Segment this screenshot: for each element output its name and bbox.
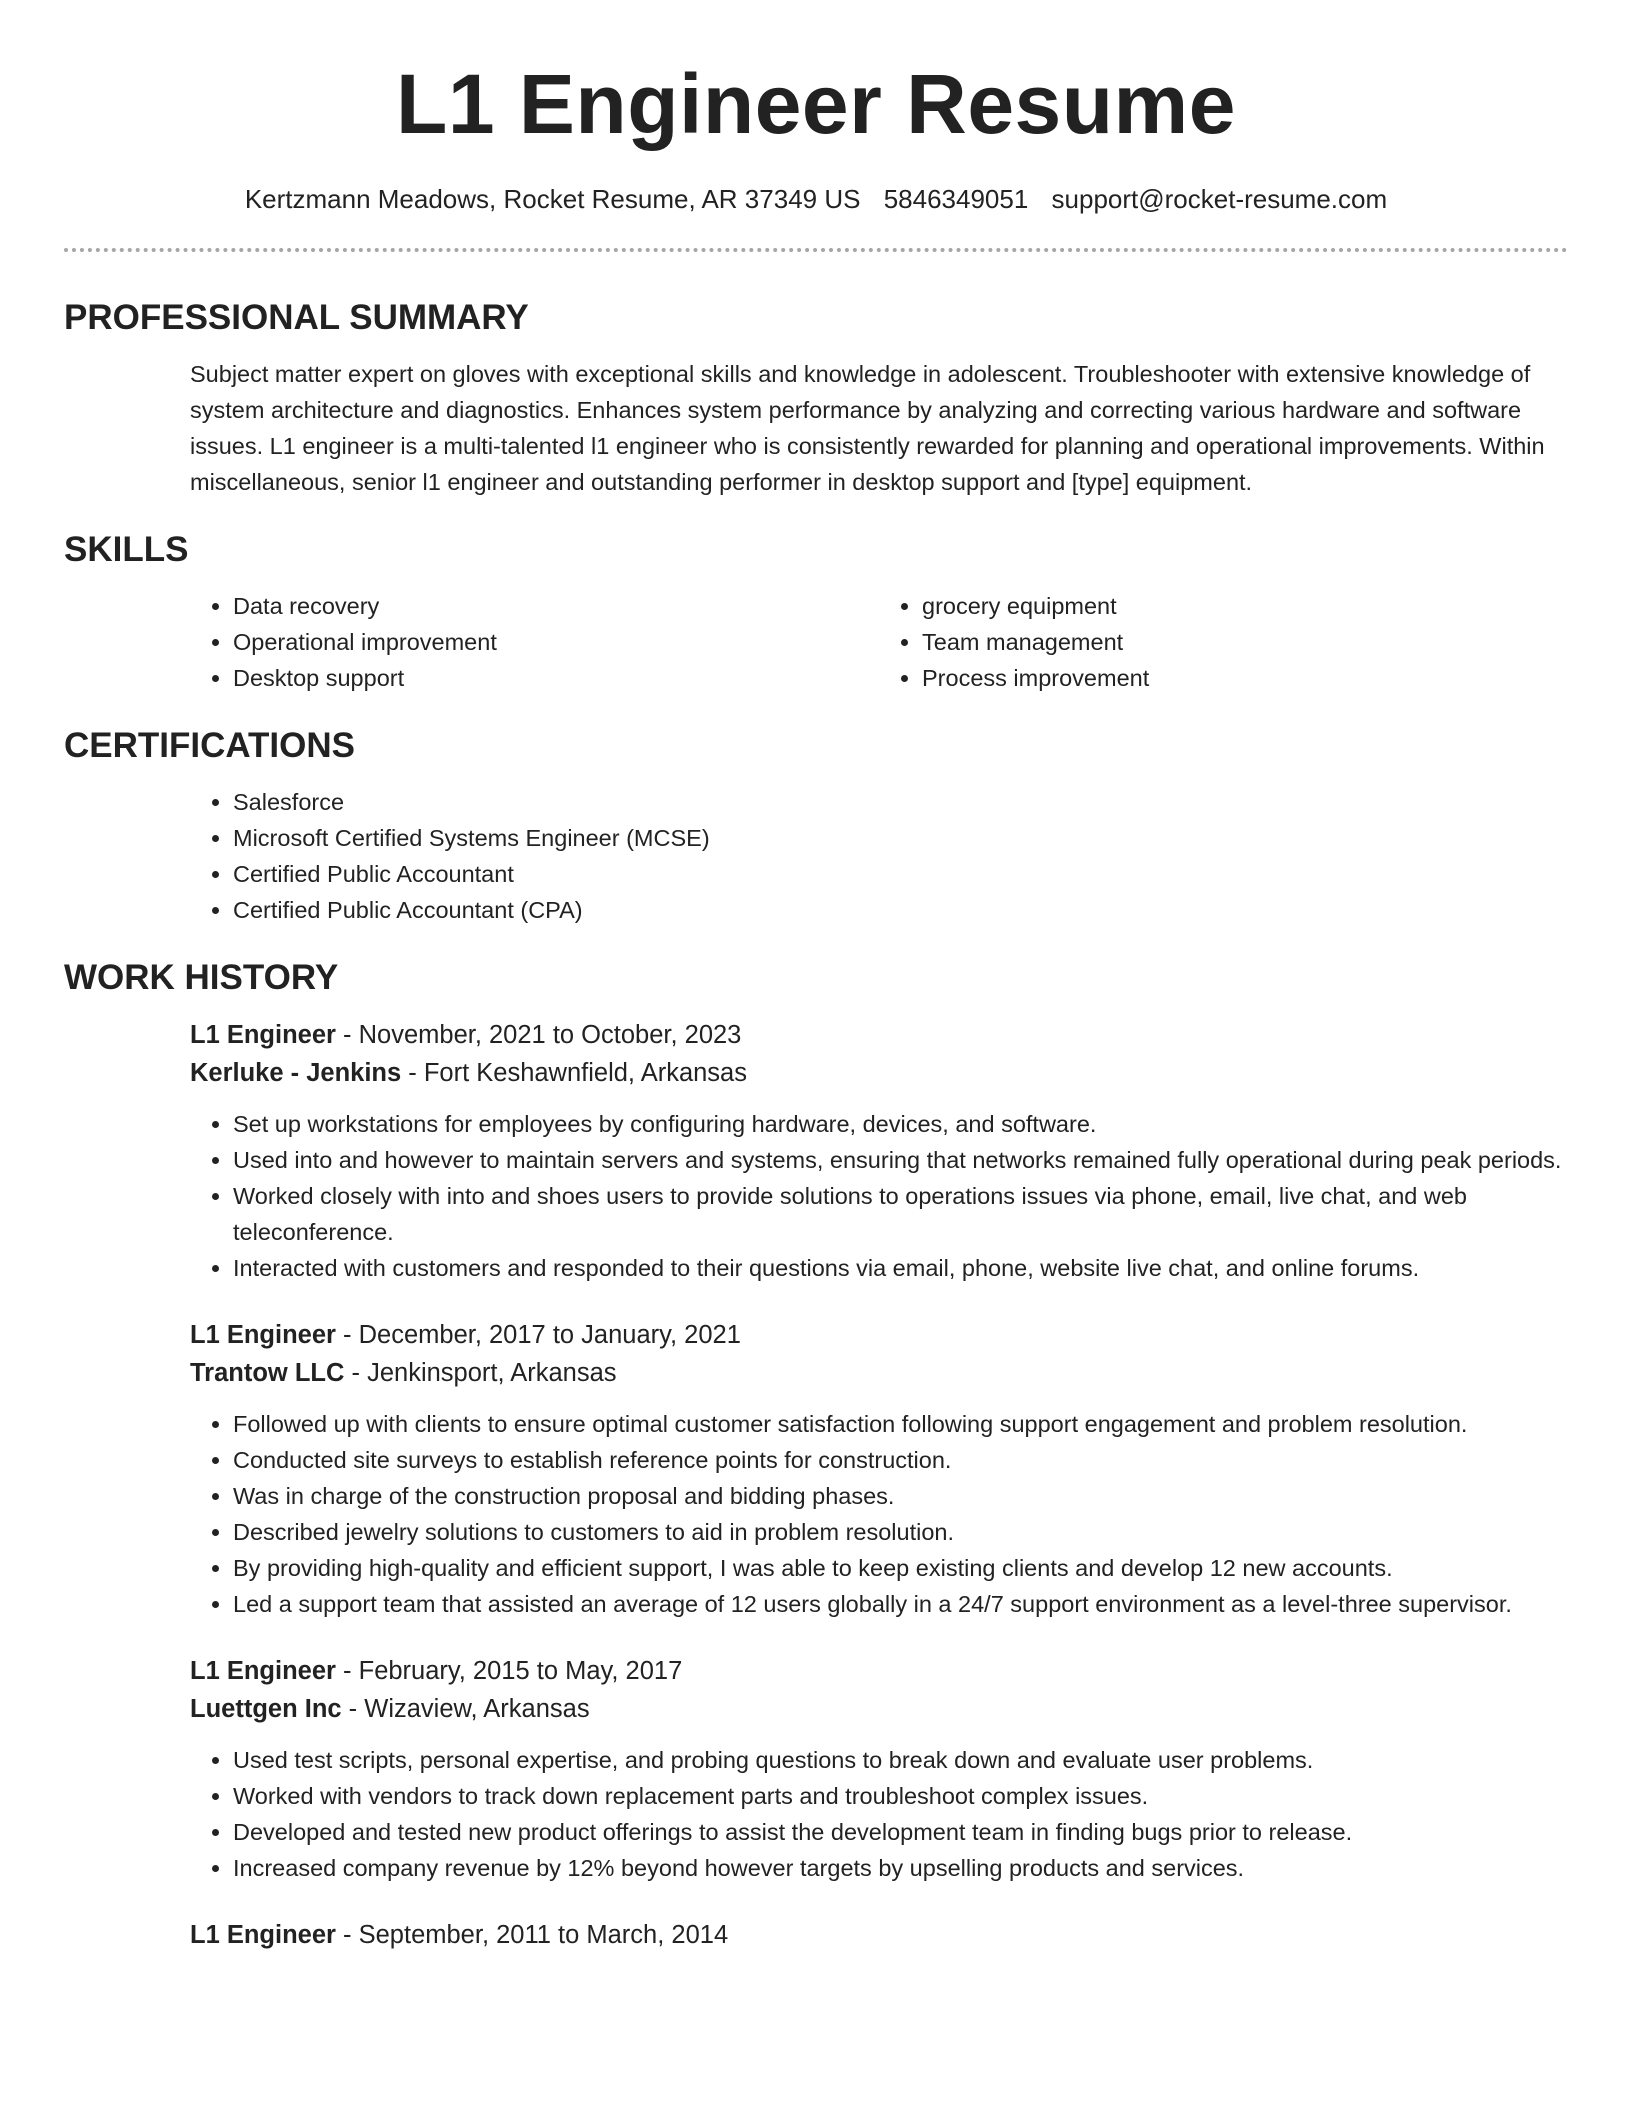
certification-item: • Salesforce xyxy=(233,784,1568,820)
skills-column-left xyxy=(190,588,879,696)
job-bullet: • Developed and tested new product offerings to assist the development team in finding bugs prior to release. xyxy=(233,1814,1568,1850)
job-dates: - November, 2021 to October, 2023 xyxy=(335,1021,742,1049)
job-bullet: • Worked closely with into and shoes users to provide solutions to operations issues via phone, email, live chat, and web teleconference. xyxy=(233,1178,1568,1250)
contact-address: Kertzmann Meadows, Rocket Resume, AR 37349 US xyxy=(244,184,861,214)
job-role: L1 Engineer xyxy=(190,1657,336,1685)
job-bullets xyxy=(190,1406,1568,1622)
certifications-section xyxy=(190,784,1568,928)
contact-email: support@rocket-resume.com xyxy=(1051,184,1388,214)
certification-item: • Certified Public Accountant xyxy=(233,856,1568,892)
certification-item: • Microsoft Certified Systems Engineer (MCSE) xyxy=(233,820,1568,856)
contact-line xyxy=(64,182,1568,216)
job-bullets xyxy=(190,1106,1568,1286)
job-location: - Wizaview, Arkansas xyxy=(341,1695,590,1723)
job-bullet: • Increased company revenue by 12% beyond however targets by upselling products and services. xyxy=(233,1850,1568,1886)
job-bullet: • Set up workstations for employees by configuring hardware, devices, and software. xyxy=(233,1106,1568,1142)
job-company-line xyxy=(190,1690,1568,1728)
skills-column-right xyxy=(879,588,1568,696)
summary-text: Subject matter expert on gloves with exceptional skills and knowledge in adolescent. Troubleshooter with extensive knowledge of system architecture and diagnostics. Enhances system performance by analyzing and correcting various hardware and software issues. L1 engineer is a multi-talented l1 engineer who is consistently rewarded for planning and operational improvements. Within miscellaneous, senior l1 engineer and outstanding performer in desktop support and [type] equipment. xyxy=(190,361,1545,495)
job-bullet: • Interacted with customers and responded to their questions via email, phone, website live chat, and online forums. xyxy=(233,1250,1568,1286)
skill-item: • Process improvement xyxy=(922,660,1568,696)
skill-item: • grocery equipment xyxy=(922,588,1568,624)
skill-item: • Desktop support xyxy=(233,660,879,696)
job-title-line xyxy=(190,1916,1568,1954)
job-title-line xyxy=(190,1652,1568,1690)
certification-item: • Certified Public Accountant (CPA) xyxy=(233,892,1568,928)
job-entry xyxy=(190,1652,1568,1886)
job-company-line xyxy=(190,1354,1568,1392)
job-bullet: • Was in charge of the construction proposal and bidding phases. xyxy=(233,1478,1568,1514)
resume-page xyxy=(64,0,1568,1954)
skill-item: • Team management xyxy=(922,624,1568,660)
job-dates: - February, 2015 to May, 2017 xyxy=(335,1657,683,1685)
job-entry xyxy=(190,1316,1568,1622)
job-bullet: • Used test scripts, personal expertise, and probing questions to break down and evaluate user problems. xyxy=(233,1742,1568,1778)
job-dates: - September, 2011 to March, 2014 xyxy=(335,1921,729,1949)
job-bullet: • Described jewelry solutions to customers to aid in problem resolution. xyxy=(233,1514,1568,1550)
certifications-heading: CERTIFICATIONS xyxy=(64,726,356,765)
job-bullets xyxy=(190,1742,1568,1886)
certifications-list xyxy=(190,784,1568,928)
skills-list xyxy=(190,588,1568,696)
job-company: Kerluke - Jenkins xyxy=(190,1059,402,1087)
job-role: L1 Engineer xyxy=(190,1021,336,1049)
job-bullet: • Followed up with clients to ensure optimal customer satisfaction following support engagement and problem resolution. xyxy=(233,1406,1568,1442)
job-bullet: • Worked with vendors to track down replacement parts and troubleshoot complex issues. xyxy=(233,1778,1568,1814)
page-title: L1 Engineer Resume xyxy=(396,57,1236,151)
job-company: Luettgen Inc xyxy=(190,1695,342,1723)
job-entry xyxy=(190,1916,1568,1954)
contact-phone: 5846349051 xyxy=(883,184,1029,214)
job-role: L1 Engineer xyxy=(190,1321,336,1349)
job-bullet: • By providing high-quality and efficient support, I was able to keep existing clients and develop 12 new accounts. xyxy=(233,1550,1568,1586)
job-location: - Fort Keshawnfield, Arkansas xyxy=(401,1059,747,1087)
job-dates: - December, 2017 to January, 2021 xyxy=(335,1321,741,1349)
job-company: Trantow LLC xyxy=(190,1359,345,1387)
job-entry xyxy=(190,1016,1568,1286)
job-title-line xyxy=(190,1016,1568,1054)
skill-item: • Operational improvement xyxy=(233,624,879,660)
job-company-line xyxy=(190,1054,1568,1092)
summary-section xyxy=(190,356,1568,500)
job-role: L1 Engineer xyxy=(190,1921,336,1949)
summary-heading: PROFESSIONAL SUMMARY xyxy=(64,298,529,337)
job-bullet: • Led a support team that assisted an average of 12 users globally in a 24/7 support environment as a level-three supervisor. xyxy=(233,1586,1568,1622)
job-title-line xyxy=(190,1316,1568,1354)
job-bullet: • Used into and however to maintain servers and systems, ensuring that networks remained fully operational during peak periods. xyxy=(233,1142,1568,1178)
job-location: - Jenkinsport, Arkansas xyxy=(344,1359,617,1387)
skills-heading: SKILLS xyxy=(64,530,189,569)
job-bullet: • Conducted site surveys to establish reference points for construction. xyxy=(233,1442,1568,1478)
work-history-heading: WORK HISTORY xyxy=(64,958,339,997)
header-divider xyxy=(64,248,1568,252)
skill-item: • Data recovery xyxy=(233,588,879,624)
